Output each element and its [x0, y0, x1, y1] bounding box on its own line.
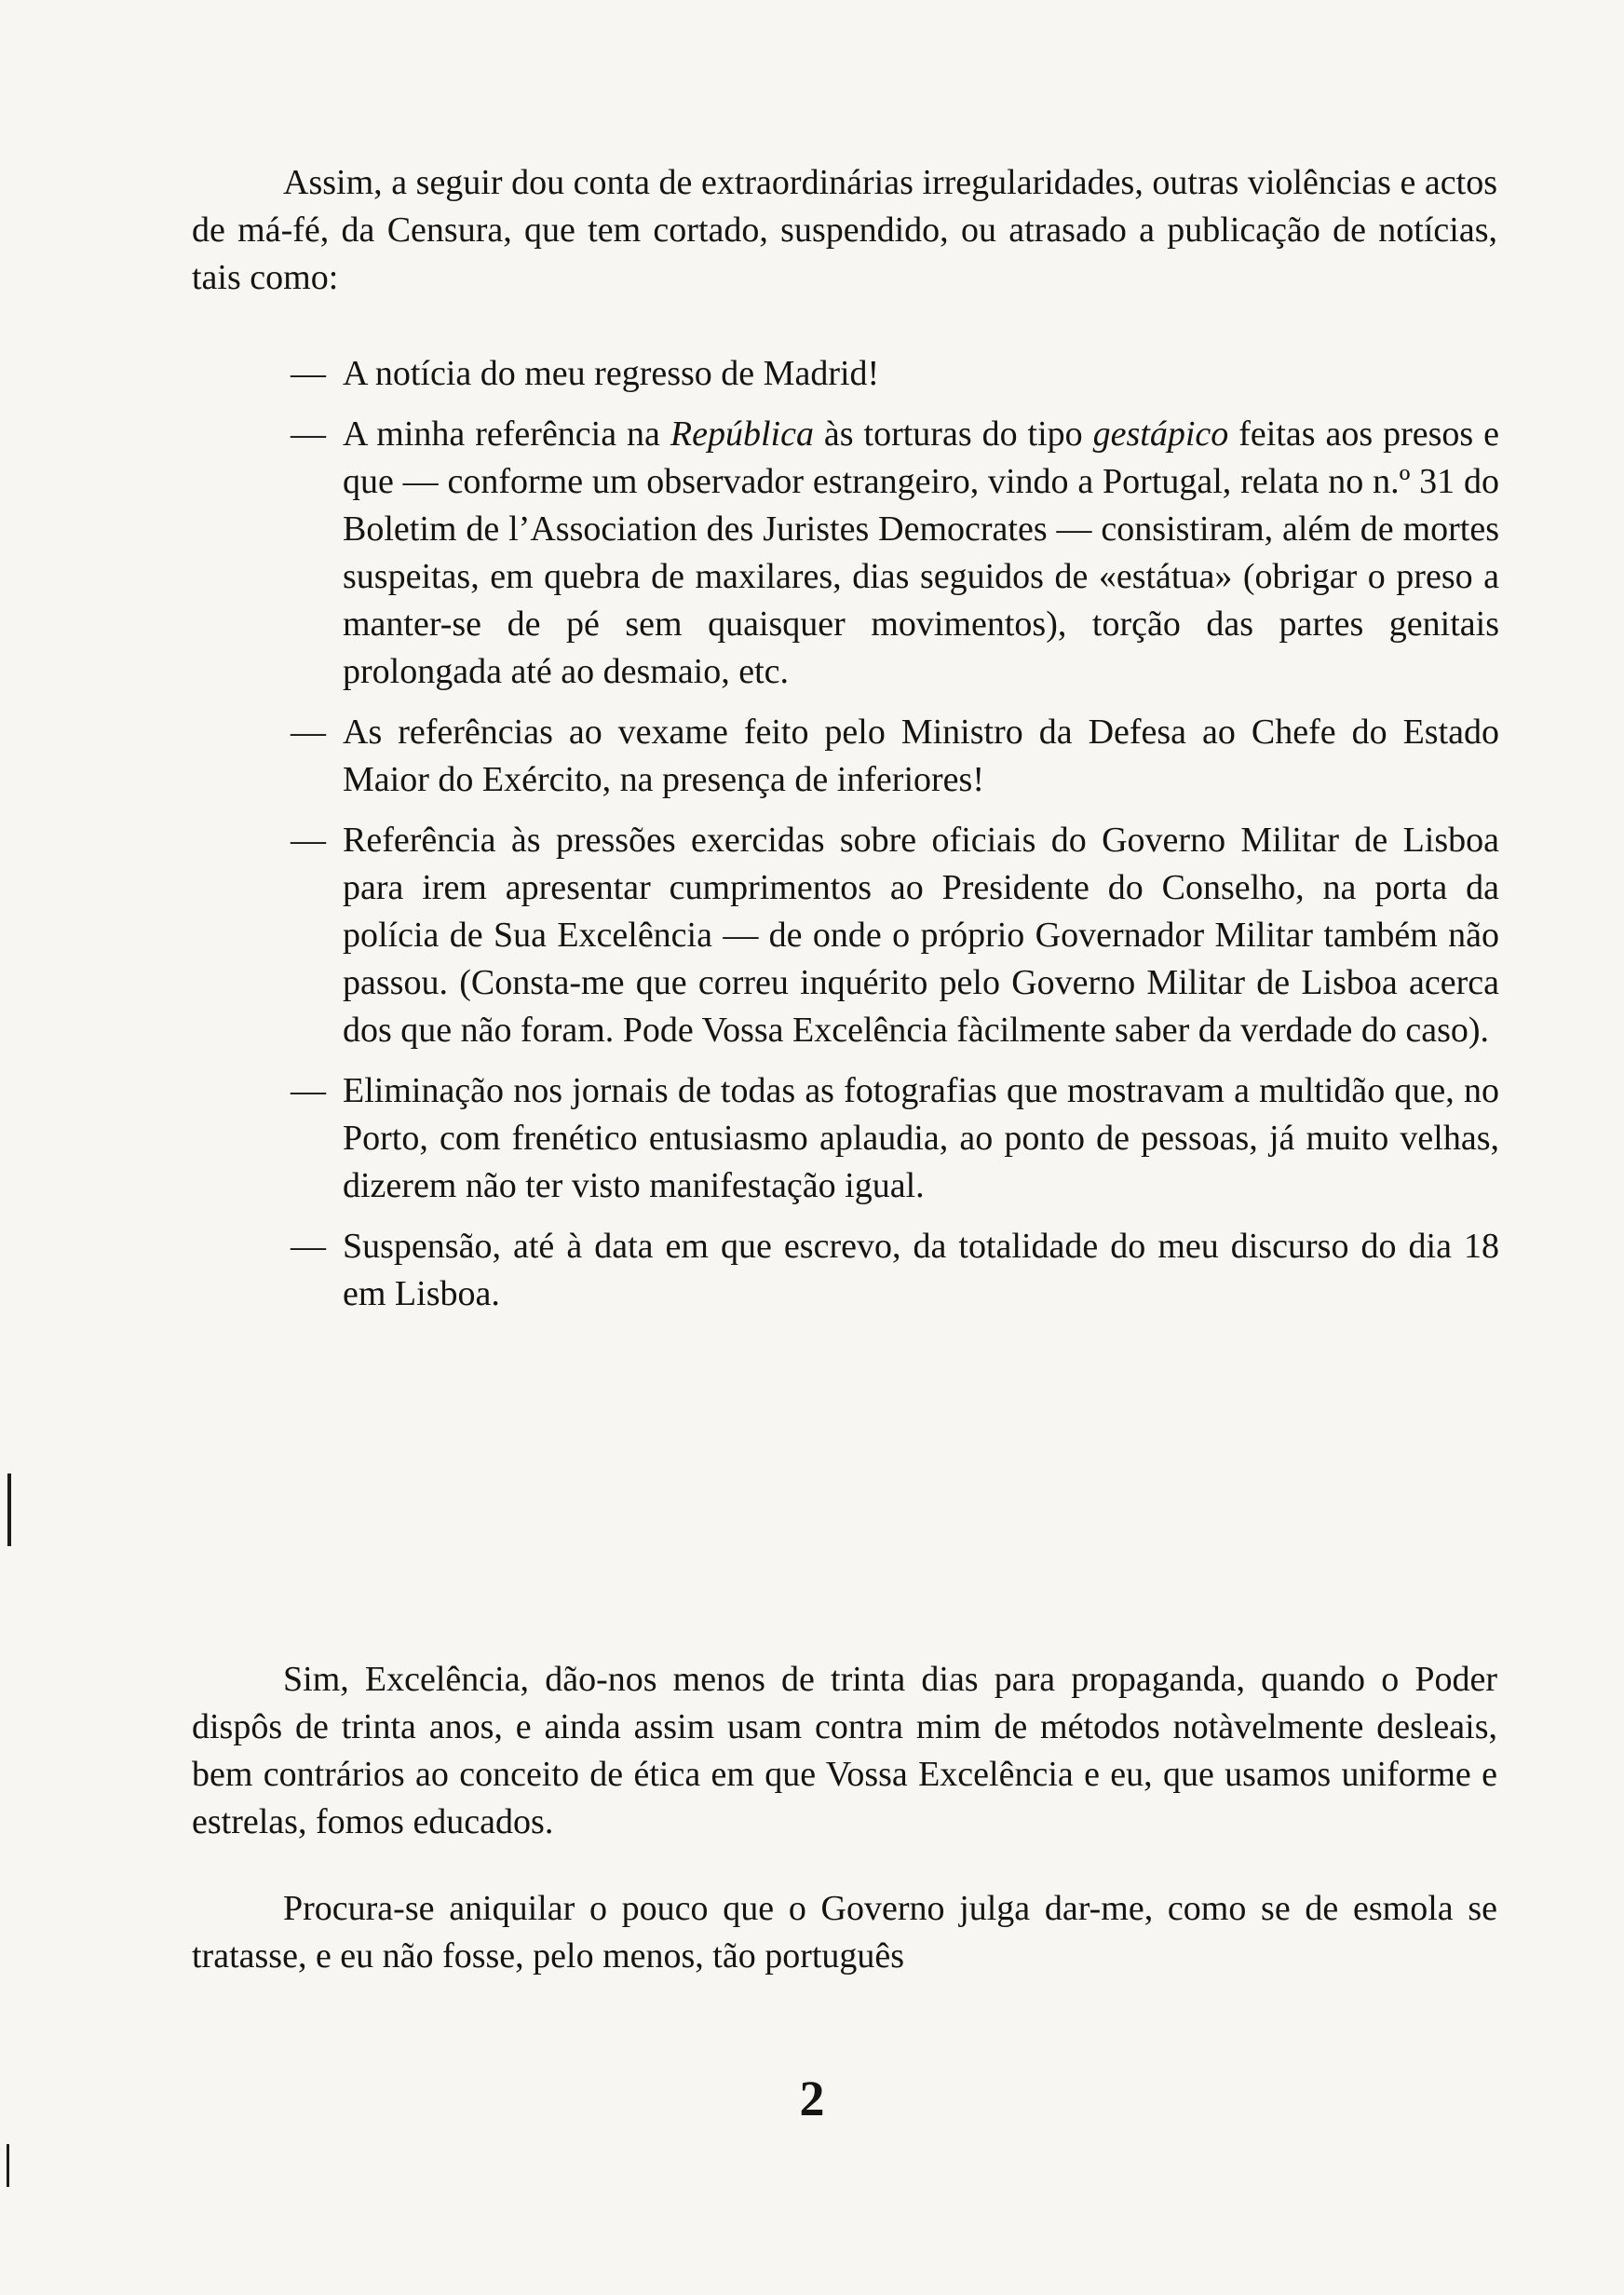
- censorship-list: [291, 350, 1499, 1331]
- paragraph-procura: Procura-se aniquilar o pouco que o Governo julga dar-me, como se de esmola se tratasse, e eu não fosse, pelo menos, tão português: [192, 1889, 1497, 1976]
- list-item-text: Referência às pressões exercidas sobre oficiais do Governo Militar de Lisboa para irem apresentar cumprimentos ao Presidente do Conselho, na porta da polícia de Sua Excelência — de onde o próprio Governador Militar também não passou. (Consta-me que correu inquérito pelo Governo Militar de Lisboa acerca dos que não foram. Pode Vossa Excelência fàcilmente saber da verdade do caso).: [343, 821, 1499, 1050]
- list-item: [291, 817, 1499, 1054]
- dash-marker: —: [291, 1227, 326, 1266]
- emphasis-gestapico: gestápico: [1092, 414, 1229, 454]
- paragraph-sim: Sim, Excelência, dão-nos menos de trinta dias para propaganda, quando o Poder dispôs de trinta anos, e ainda assim usam contra mim de métodos notàvelmente desleais, bem contrários ao conceito de ética em que Vossa Excelência e eu, que usamos uniforme e estrelas, fomos educados.: [192, 1660, 1497, 1841]
- dash-marker: —: [291, 821, 326, 860]
- list-item-text: Suspensão, até à data em que escrevo, da totalidade do meu discurso do dia 18 em Lisboa.: [343, 1227, 1499, 1313]
- scan-artifact-mark: [7, 1473, 11, 1546]
- intro-paragraph: Assim, a seguir dou conta de extraordinárias irregularidades, outras violências e actos de má-fé, da Censura, que tem cortado, suspendido, ou atrasado a publicação de notícias, tais como:: [192, 163, 1497, 297]
- list-item-text: As referências ao vexame feito pelo Ministro da Defesa ao Chefe do Estado Maior do Exército, na presença de inferiores!: [343, 713, 1499, 799]
- list-item: [291, 709, 1499, 804]
- list-item-text-end: feitas aos presos e que — conforme um observador estrangeiro, vindo a Portugal, relata no n.º 31 do Boletim de l’Association des Juristes Democrates — consistiram, além de mortes suspeitas, em quebra de maxilares, dias seguidos de «estátua» (obrigar o preso a manter-se de pé sem quaisquer movimentos), torção das partes genitais prolongada até ao desmaio, etc.: [343, 414, 1499, 691]
- list-item: [291, 1223, 1499, 1318]
- list-item: [291, 411, 1499, 696]
- dash-marker: —: [291, 354, 326, 393]
- dash-marker: —: [291, 1071, 326, 1110]
- scan-artifact-mark: [7, 2144, 9, 2187]
- emphasis-republica: República: [670, 414, 814, 454]
- page-number: 2: [799, 2071, 825, 2126]
- list-item: [291, 350, 1499, 398]
- list-item: [291, 1067, 1499, 1210]
- list-item-text-middle: às torturas do tipo: [813, 414, 1093, 454]
- dash-marker: —: [291, 713, 326, 752]
- list-item-text-start: A minha referência na: [343, 414, 670, 454]
- list-item-text: A notícia do meu regresso de Madrid!: [343, 354, 880, 393]
- dash-marker: —: [291, 414, 326, 454]
- list-item-text: Eliminação nos jornais de todas as fotografias que mostravam a multidão que, no Porto, com frenético entusiasmo aplaudia, ao ponto de pessoas, já muito velhas, dizerem não ter visto manifestação igual.: [343, 1071, 1499, 1205]
